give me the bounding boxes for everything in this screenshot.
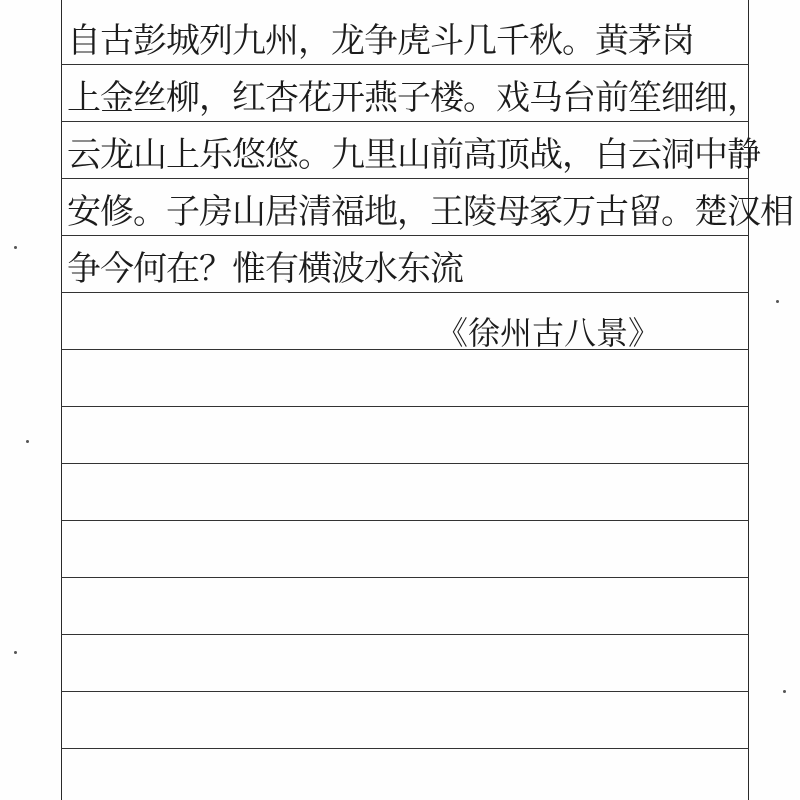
ruled-line — [61, 235, 749, 236]
ruled-line — [61, 577, 749, 578]
ruled-line — [61, 406, 749, 407]
right-margin-line — [748, 0, 749, 800]
ruled-line — [61, 64, 749, 65]
poem-line: 自古彭城列九州，龙争虎斗几千秋。黄茅岗 — [67, 21, 694, 61]
ruled-line — [61, 520, 749, 521]
paper-speck — [776, 300, 779, 303]
paper-speck — [783, 690, 786, 693]
ruled-line — [61, 748, 749, 749]
ruled-line — [61, 463, 749, 464]
ruled-line — [61, 691, 749, 692]
poem-line: 上金丝柳，红杏花开燕子楼。戏马台前笙细细， — [67, 78, 760, 118]
poem-line: 安修。子房山居清福地，王陵母冢万古留。楚汉相 — [67, 192, 793, 232]
paper-speck — [26, 440, 29, 443]
left-margin-line — [61, 0, 62, 800]
poem-title: 《徐州古八景》 — [436, 314, 661, 352]
ruled-line — [61, 178, 749, 179]
ruled-line — [61, 292, 749, 293]
poem-line: 云龙山上乐悠悠。九里山前高顶战，白云洞中静 — [67, 135, 760, 175]
paper-speck — [14, 246, 17, 249]
paper-speck — [14, 651, 17, 654]
poem-line: 争今何在？惟有横波水东流 — [67, 249, 463, 289]
ruled-line — [61, 121, 749, 122]
ruled-line — [61, 634, 749, 635]
